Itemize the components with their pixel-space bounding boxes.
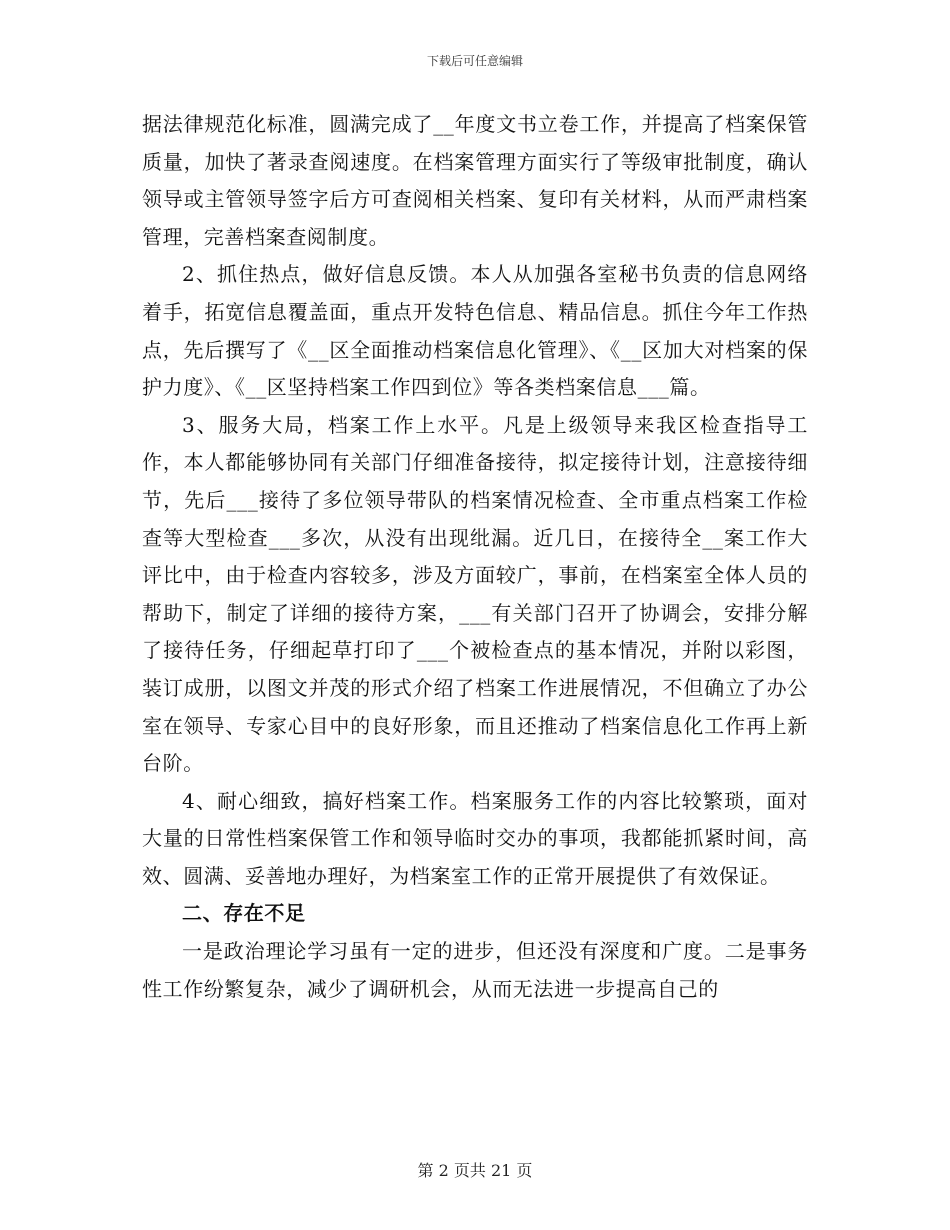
paragraph-shortcomings: 一是政治理论学习虽有一定的进步，但还没有深度和广度。二是事务性工作纷繁复杂，减少了调研机会，从而无法进一步提高自己的	[142, 939, 808, 1001]
page-header-note: 下载后可任意编辑	[426, 54, 523, 68]
paragraph-item-3: 3、服务大局，档案工作上水平。凡是上级领导来我区检查指导工作，本人都能够协同有关部门仔细准备接待，拟定接待计划，注意接待细节，先后___接待了多位领导带队的档案情况检查、全市重点档案工作检查等大型检查___多次，从没有出现纰漏。近几日，在接待全__案工作大评比中，由于检查内容较多，涉及方面较广，事前，在档案室全体人员的帮助下，制定了详细的接待方案，___有关部门召开了协调会，安排分解了接待任务，仔细起草打印了___个被检查点的基本情况，并附以彩图，装订成册，以图文并茂的形式介绍了档案工作进展情况，不但确立了办公室在领导、专家心目中的良好形象，而且还推动了档案信息化工作再上新台阶。	[142, 412, 808, 776]
section-heading-shortcomings: 二、存在不足	[182, 901, 306, 926]
paragraph-item-4: 4、耐心细致，搞好档案工作。档案服务工作的内容比较繁琐，面对大量的日常性档案保管工作和领导临时交办的事项，我都能抓紧时间，高效、圆满、妥善地办理好，为档案室工作的正常开展提供了有效保证。	[142, 788, 808, 888]
document-body	[142, 106, 808, 1008]
paragraph-continuation: 据法律规范化标准，圆满完成了__年度文书立卷工作，并提高了档案保管质量，加快了著录查阅速度。在档案管理方面实行了等级审批制度，确认领导或主管领导签字后方可查阅相关档案、复印有关材料，从而严肃档案管理，完善档案查阅制度。	[142, 112, 808, 249]
paragraph-item-2: 2、抓住热点，做好信息反馈。本人从加强各室秘书负责的信息网络着手，拓宽信息覆盖面，重点开发特色信息、精品信息。抓住今年工作热点，先后撰写了《__区全面推动档案信息化管理》、《__区加大对档案的保护力度》、《__区坚持档案工作四到位》等各类档案信息___篇。	[142, 262, 808, 400]
page-number: 第 2 页共 21 页	[417, 1161, 533, 1180]
